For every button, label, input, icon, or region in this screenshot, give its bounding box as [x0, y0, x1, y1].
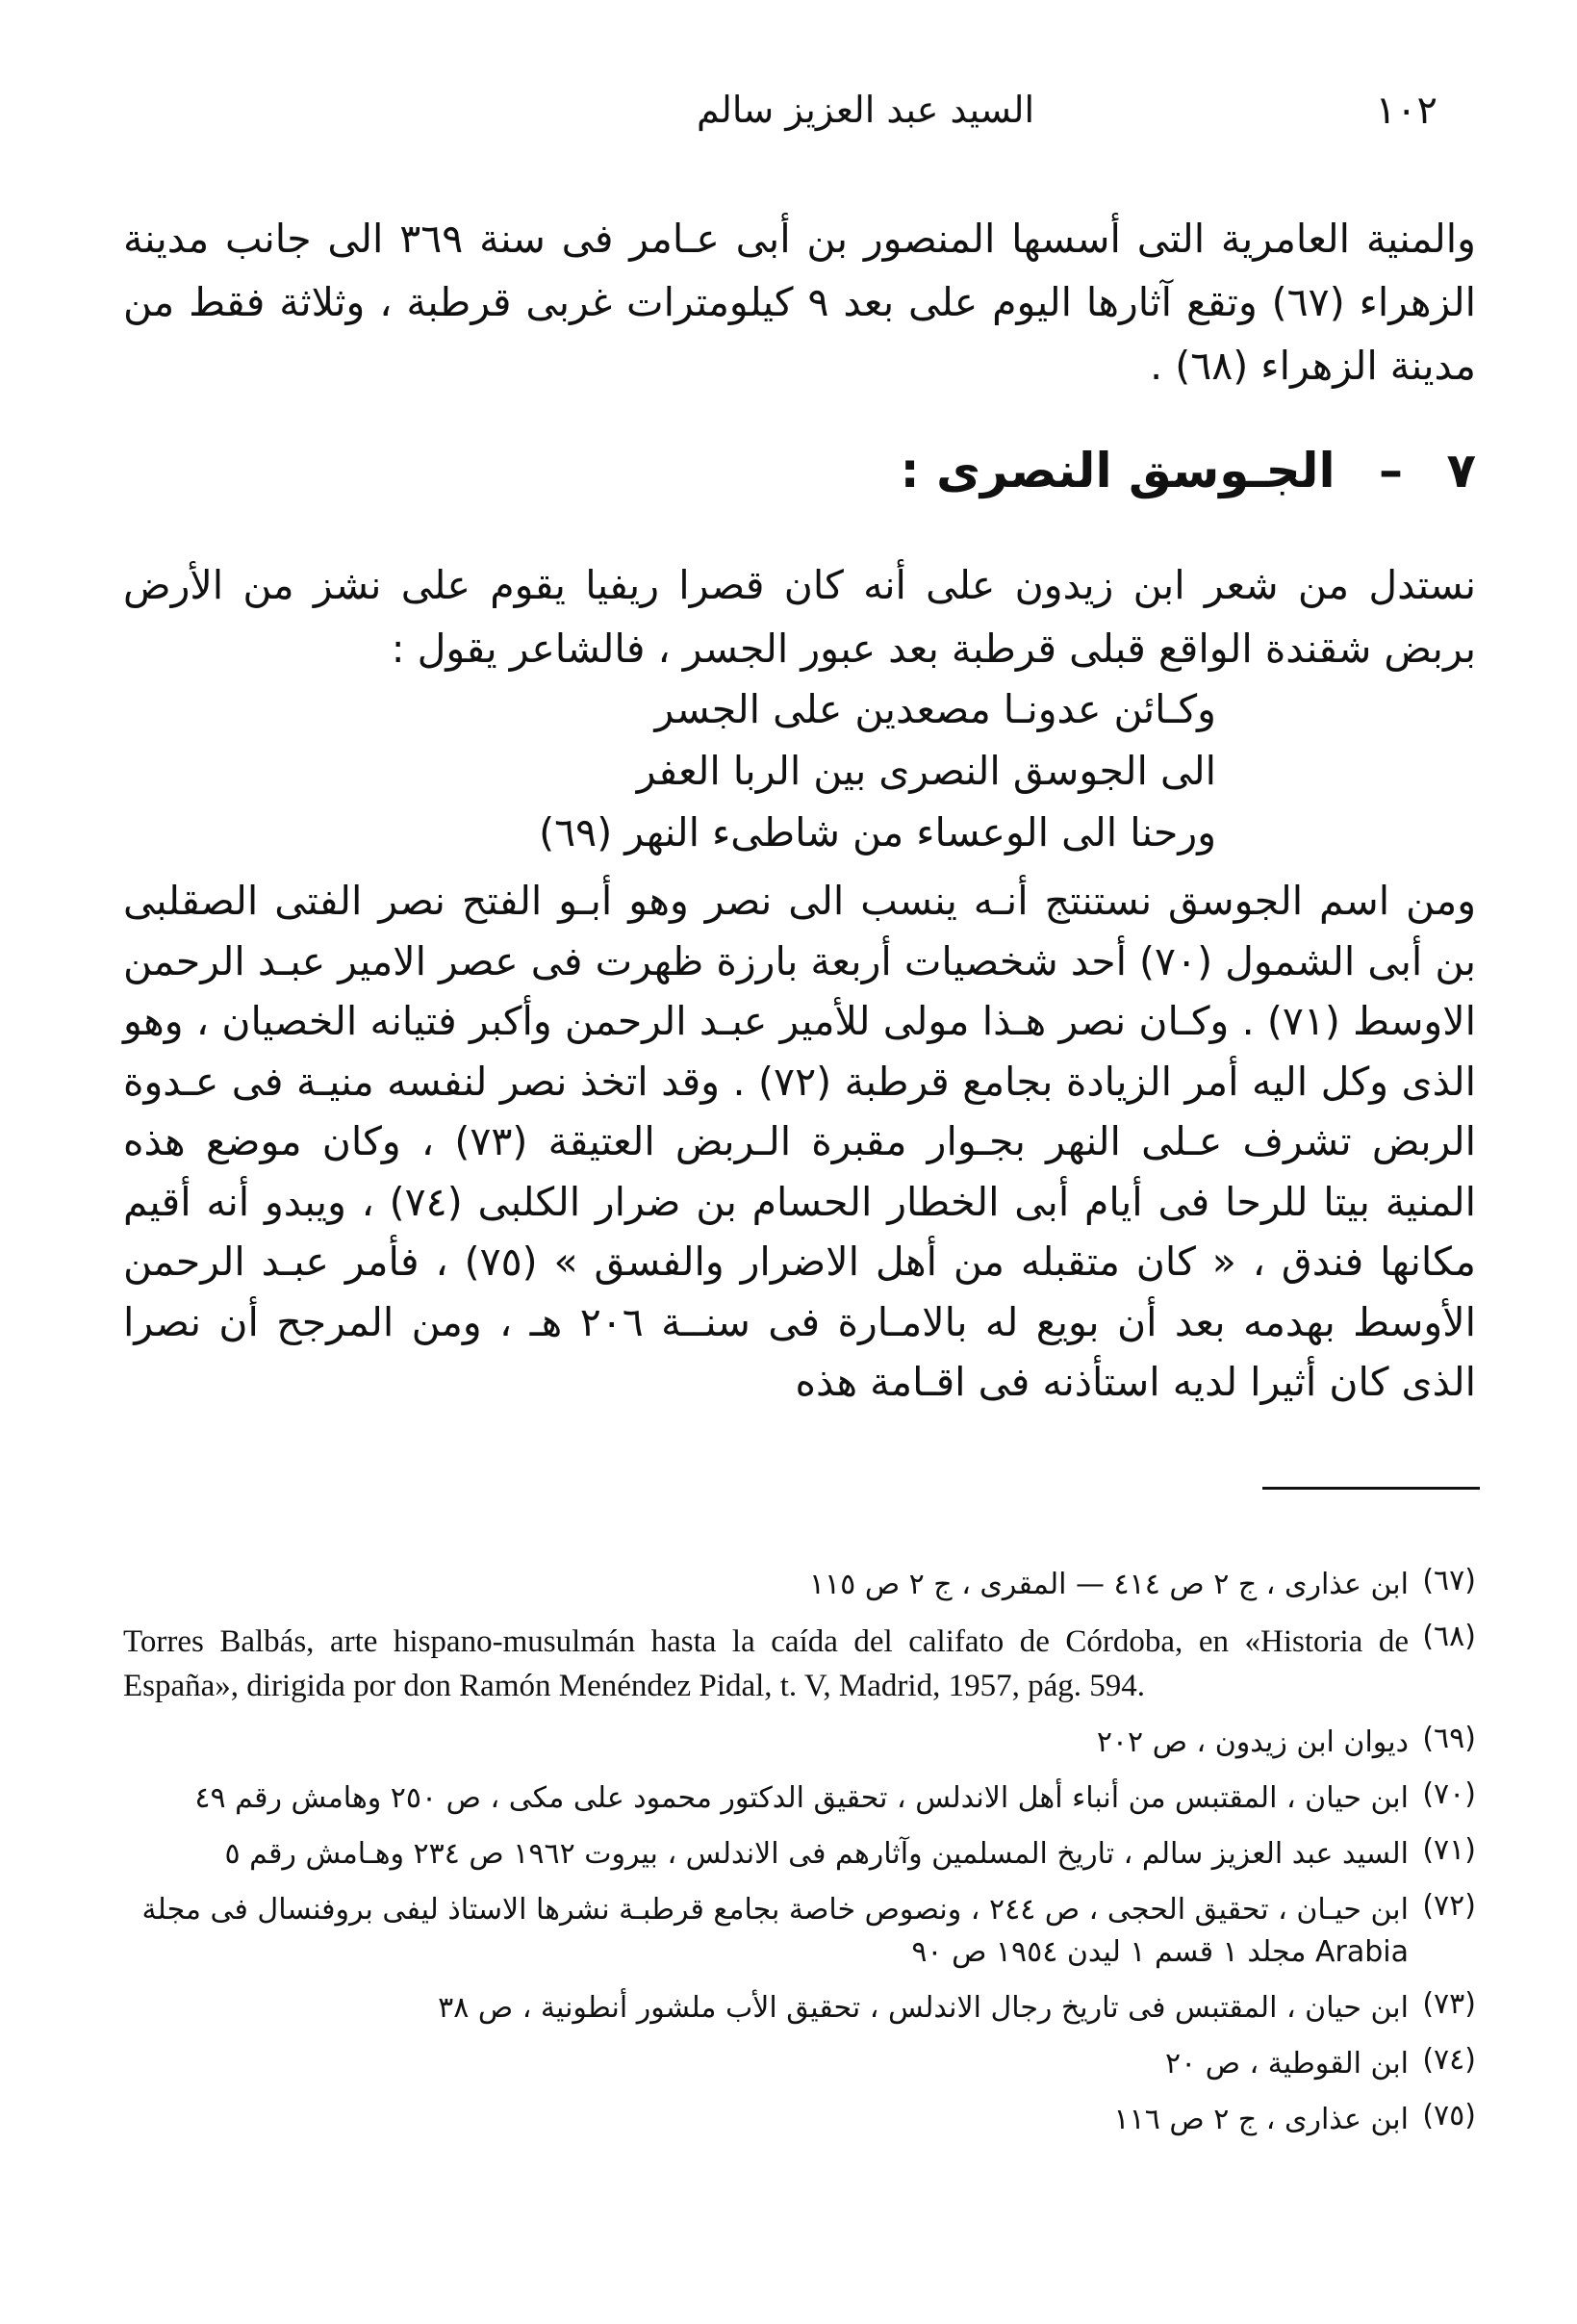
footnote	[123, 2043, 1476, 2085]
footnote-text: ديوان ابن زيدون ، ص ٢٠٢	[1096, 1725, 1409, 1759]
footnote	[123, 1620, 1476, 1708]
footnote-number: (٧١)	[1422, 1833, 1476, 1867]
footnote	[123, 1722, 1476, 1764]
running-head: السيد عبد العزيز سالم	[696, 89, 1035, 131]
footnote	[123, 1777, 1476, 1820]
poem-line: الى الجوسق النصرى بين الربا العفر	[636, 748, 1216, 794]
poem	[539, 678, 1216, 863]
footnote-text: ابن حيـان ، تحقيق الحجى ، ص ٢٤٤ ، ونصوص خاصة بجامع قرطبـة نشرها الاستاذ ليفى بروفنسال فى مجلة Arabia مجلد ١ قسم ١ ليدن ١٩٥٤ ص ٩٠	[141, 1893, 1409, 1969]
footnote	[123, 2099, 1476, 2141]
footnote-number: (٧٣)	[1422, 1987, 1476, 2021]
footnote-text: ابن حيان ، المقتبس من أنباء أهل الاندلس ، تحقيق الدكتور محمود على مكى ، ص ٢٥٠ وهامش رقم ٤٩	[194, 1781, 1409, 1815]
footnote	[123, 1987, 1476, 2030]
footnote	[123, 1833, 1476, 1876]
footnote	[123, 1889, 1476, 1974]
section-dash: –	[1379, 443, 1404, 498]
footnote-number: (٧٠)	[1422, 1777, 1476, 1811]
section-title: الجـوسق النصرى :	[900, 443, 1335, 498]
footnotes	[123, 1564, 1476, 2155]
footnote-text: ابن القوطية ، ص ٢٠	[1164, 2047, 1409, 2081]
footnote-number: (٦٨)	[1422, 1620, 1476, 1653]
section-heading	[901, 443, 1476, 498]
paragraph-2-text: ومن اسم الجوسق نستنتج أنـه ينسب الى نصر وهو أبـو الفتح نصر الفتى الصقلبى بن أبى الشمول (٧٠) أحد شخصيات أربعة بارزة ظهرت فى عصر الامير عبـد الرحمن الاوسط (٧١) . وكـان نصر هـذا مولى للأمير عبـد الرحمن وأكبر فتيانه الخصيان ، وهو الذى وكل اليه أمر الزيادة بجامع قرطبة (٧٢) . وقد اتخذ نصر لنفسه منيـة فى عـدوة الربض تشرف عـلى النهر بجـوار مقبرة الـربض العتيقة (٧٣) ، وكان موضع هذه المنية بيتا للرحا فى أيام أبى الخطار الحسام بن ضرار الكلبى (٧٤) ، ويبدو أنه أقيم مكانها فندق ، « كان متقبله من أهل الاضرار والفسق » (٧٥) ، فأمر عبـد الرحمن الأوسط بهدمه بعد أن بويع له بالامـارة فى سنــة ٢٠٦ هـ ، ومن المرجح أن نصرا الذى كان أثيرا لديه استأذنه فى اقـامة هذه	[123, 878, 1477, 1405]
footnote-text: ابن حيان ، المقتبس فى تاريخ رجال الاندلس ، تحقيق الأب ملشور أنطونية ، ص ٣٨	[438, 1991, 1409, 2025]
footnote-number: (٦٧)	[1422, 1564, 1476, 1597]
footnote-text: ابن عذارى ، ج ٢ ص ٤١٤ — المقرى ، ج ٢ ص ١١٥	[808, 1568, 1409, 1601]
poem-line: وكـائن عدونـا مصعدين على الجسر	[654, 686, 1216, 732]
footnote-number: (٧٤)	[1422, 2043, 1476, 2077]
page-number: ١٠٢	[1375, 89, 1437, 133]
footnote-number: (٧٥)	[1422, 2099, 1476, 2132]
footnote-number: (٦٩)	[1422, 1722, 1476, 1755]
footnote-separator	[1262, 1487, 1480, 1490]
paragraph-1-text: نستدل من شعر ابن زيدون على أنه كان قصرا ريفيا يقوم على نشز من الأرض بربض شقندة الواقع قبلى قرطبة بعد عبور الجسر ، فالشاعر يقول :	[123, 562, 1476, 672]
section-number: ٧	[1446, 443, 1476, 498]
footnote-text: ابن عذارى ، ج ٢ ص ١١٦	[1113, 2103, 1409, 2136]
footnote	[123, 1564, 1476, 1606]
page-header	[115, 89, 1462, 146]
footnote-text: Torres Balbás, arte hispano-musulmán hasta la caída del califato de Córdoba, en «Historia de España», dirigida por don Ramón Menéndez Pidal, t. V, Madrid, 1957, pág. 594.	[123, 1624, 1409, 1703]
intro-text: والمنية العامرية التى أسسها المنصور بن أبى عـامر فى سنة ٣٦٩ الى جانب مدينة الزهراء (٦٧) وتقع آثارها اليوم على بعد ٩ كيلومترات غربى قرطبة ، وثلاثة فقط من مدينة الزهراء (٦٨) .	[123, 216, 1477, 389]
intro-paragraph	[123, 207, 1476, 397]
poem-line: ورحنا الى الوعساء من شاطىء النهر (٦٩)	[539, 809, 1216, 856]
footnote-text: السيد عبد العزيز سالم ، تاريخ المسلمين وآثارهم فى الاندلس ، بيروت ١٩٦٢ ص ٢٣٤ وهـامش رقم ٥	[224, 1837, 1409, 1871]
footnote-number: (٧٢)	[1422, 1889, 1476, 1923]
paragraph-2	[123, 871, 1476, 1413]
paragraph-1	[123, 553, 1476, 680]
